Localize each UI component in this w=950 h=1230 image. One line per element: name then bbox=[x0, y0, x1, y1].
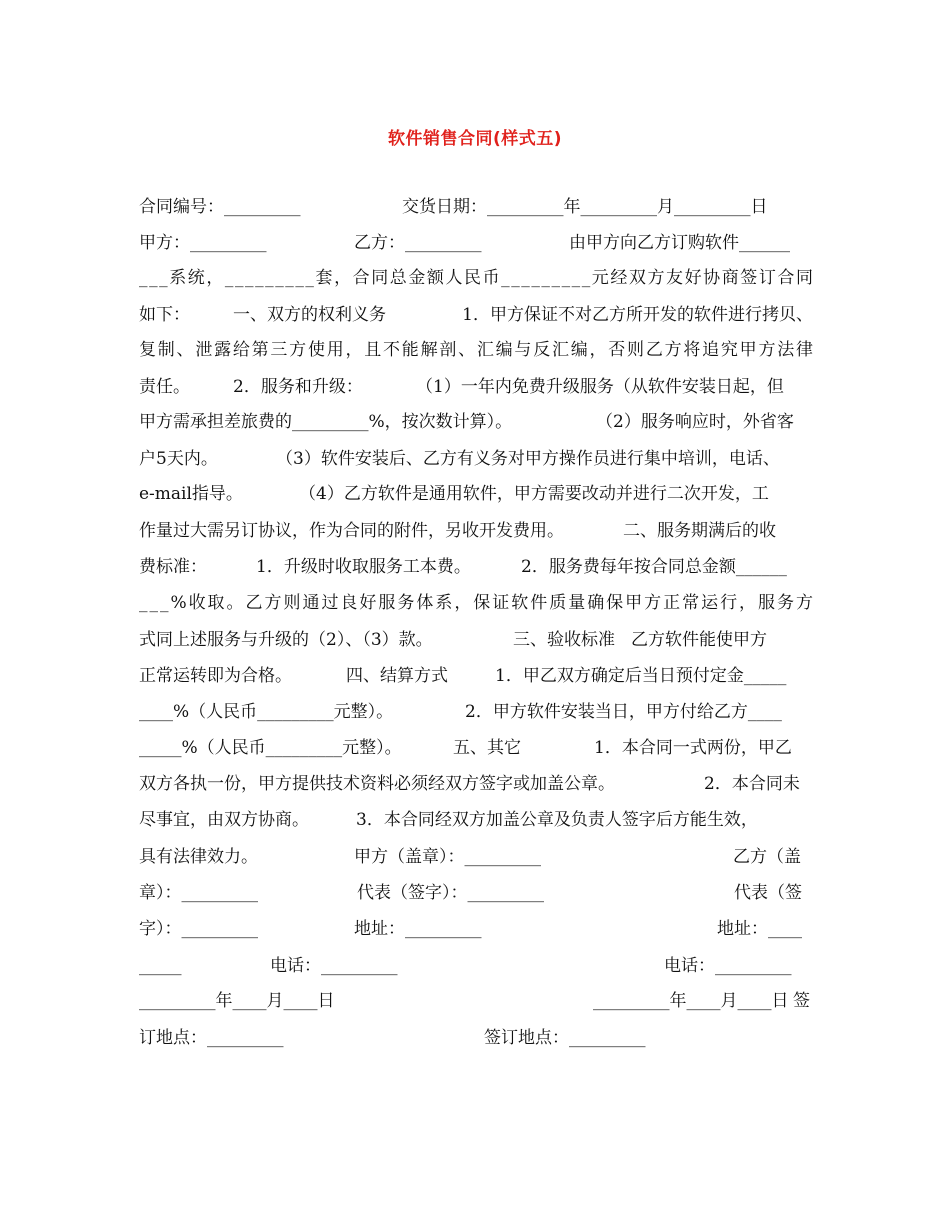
text-segment: 乙方（盖 bbox=[733, 847, 801, 867]
text-segment: ___系统，_________套，合同总金额人民币_________元经双方友好协商签订合同 bbox=[139, 268, 815, 288]
text-segment: 具有法律效力。 bbox=[139, 847, 258, 867]
text-segment: 1．甲乙双方确定后当日预付定金_____ bbox=[495, 666, 787, 686]
text-segment: 作量过大需另订协议，作为合同的附件，另收开发费用。 bbox=[139, 521, 564, 541]
text-line bbox=[139, 518, 813, 544]
text-line bbox=[139, 446, 813, 472]
text-segment: 四、结算方式 bbox=[346, 666, 448, 686]
text-segment: 甲方需承担差旅费的_________%，按次数计算）。 bbox=[139, 412, 513, 432]
text-segment: 户5天内。 bbox=[139, 449, 218, 469]
text-segment: 乙方软件能使甲方 bbox=[631, 630, 767, 650]
text-line bbox=[139, 374, 813, 400]
text-segment: 地址：____ bbox=[717, 919, 802, 939]
text-segment: _________年____月____日 bbox=[139, 991, 335, 1011]
text-segment: _________年____月____日 bbox=[593, 991, 789, 1011]
text-segment: 式同上述服务与升级的（2）、（3）款。 bbox=[139, 630, 433, 650]
text-line bbox=[139, 230, 813, 256]
text-segment: 正常运转即为合格。 bbox=[139, 666, 292, 686]
text-line bbox=[139, 699, 813, 725]
text-segment: （3）软件安装后、乙方有义务对甲方操作员进行集中培训，电话、 bbox=[276, 449, 780, 469]
text-segment: 由甲方向乙方订购软件______ bbox=[569, 233, 790, 253]
text-segment: 五、其它 bbox=[453, 738, 521, 758]
text-segment: 2．服务费每年按合同总金额______ bbox=[521, 557, 787, 577]
text-segment: 地址：_________ bbox=[354, 919, 482, 939]
text-segment: 三、验收标准 bbox=[513, 630, 615, 650]
text-segment: 3．本合同经双方加盖公章及负责人签字后方能生效， bbox=[356, 810, 758, 830]
text-segment: 2．甲方软件安装当日，甲方付给乙方____ bbox=[465, 702, 782, 722]
text-segment: ____%（人民币_________元整）。 bbox=[139, 702, 394, 722]
text-segment: 一、双方的权利义务 bbox=[233, 305, 386, 325]
text-segment: _____ bbox=[139, 956, 182, 976]
text-segment: 签订地点：_________ bbox=[484, 1028, 646, 1048]
text-line bbox=[139, 337, 813, 363]
document-title: 软件销售合同(样式五) bbox=[387, 129, 563, 149]
text-segment: 章）：_________ bbox=[139, 883, 258, 903]
text-segment: 复制、泄露给第三方使用，且不能解剖、汇编与反汇编，否则乙方将追究甲方法律 bbox=[139, 340, 815, 360]
text-segment: ___%收取。乙方则通过良好服务体系，保证软件质量确保甲方正常运行，服务方 bbox=[139, 593, 815, 613]
text-segment: _____%（人民币_________元整）。 bbox=[139, 738, 402, 758]
text-segment: 甲方：_________ bbox=[139, 233, 267, 253]
text-line bbox=[139, 735, 813, 761]
text-line bbox=[139, 194, 813, 220]
text-segment: （1）一年内免费升级服务（从软件安装日起，但 bbox=[416, 377, 784, 397]
text-segment: （2）服务响应时，外省客 bbox=[596, 412, 794, 432]
text-segment: 1．甲方保证不对乙方所开发的软件进行拷贝、 bbox=[462, 305, 813, 325]
text-segment: 乙方：_________ bbox=[354, 233, 482, 253]
text-segment: 费标准： bbox=[139, 557, 207, 577]
text-segment: 双方各执一份，甲方提供技术资料必须经双方签字或加盖公章。 bbox=[139, 774, 615, 794]
text-segment: 2．服务和升级： bbox=[233, 377, 363, 397]
text-line bbox=[139, 771, 813, 797]
text-line bbox=[139, 663, 813, 689]
text-line bbox=[139, 481, 813, 507]
text-segment: 2．本合同未 bbox=[704, 774, 800, 794]
text-segment: （4）乙方软件是通用软件，甲方需要改动并进行二次开发，工 bbox=[299, 484, 769, 504]
text-line bbox=[139, 409, 813, 435]
text-segment: 字）：_________ bbox=[139, 919, 258, 939]
text-segment: 1．本合同一式两份，甲乙 bbox=[594, 738, 792, 758]
text-line bbox=[139, 988, 813, 1014]
text-line bbox=[139, 627, 813, 653]
text-segment: 1．升级时收取服务工本费。 bbox=[256, 557, 471, 577]
text-segment: e-mail指导。 bbox=[139, 484, 243, 504]
text-segment: 代表（签 bbox=[734, 883, 802, 903]
text-segment: 合同编号：_________ bbox=[139, 197, 301, 217]
text-segment: 订地点：_________ bbox=[139, 1028, 284, 1048]
text-segment: 电话：_________ bbox=[664, 956, 792, 976]
text-line bbox=[139, 590, 813, 616]
text-segment: 责任。 bbox=[139, 377, 190, 397]
text-segment: 签 bbox=[793, 991, 810, 1011]
text-line bbox=[139, 807, 813, 833]
text-line bbox=[139, 1025, 813, 1051]
text-line bbox=[139, 844, 813, 870]
text-segment: 二、服务期满后的收 bbox=[623, 521, 776, 541]
text-line bbox=[139, 953, 813, 979]
text-segment: 交货日期：_________年_________月_________日 bbox=[402, 197, 768, 217]
text-segment: 尽事宜，由双方协商。 bbox=[139, 810, 309, 830]
text-segment: 甲方（盖章）：_________ bbox=[354, 847, 541, 867]
text-segment: 电话：_________ bbox=[270, 956, 398, 976]
text-line bbox=[139, 880, 813, 906]
text-line bbox=[139, 554, 813, 580]
text-line bbox=[139, 916, 813, 942]
text-segment: 代表（签字）：_________ bbox=[357, 883, 544, 903]
text-line bbox=[139, 265, 813, 291]
text-line bbox=[139, 302, 813, 328]
text-segment: 如下： bbox=[139, 305, 190, 325]
